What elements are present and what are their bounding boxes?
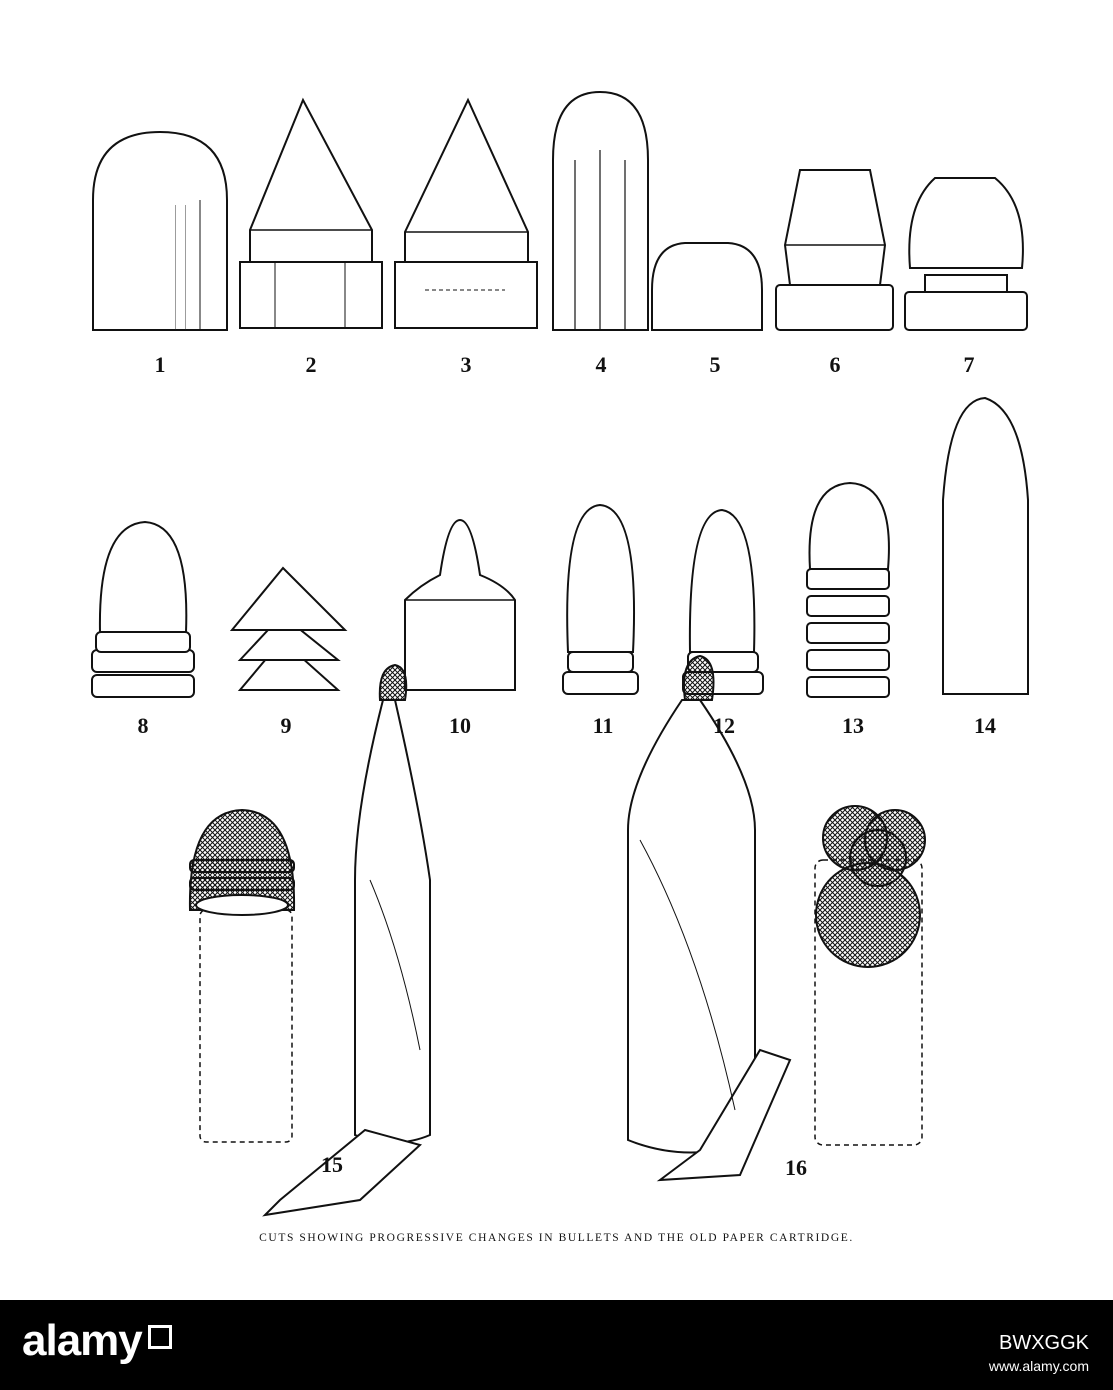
- bullet-8: [92, 522, 194, 697]
- label-4: 4: [595, 352, 607, 377]
- bullet-6: [776, 170, 893, 330]
- bullet-13: [807, 483, 889, 697]
- figure-caption: CUTS SHOWING PROGRESSIVE CHANGES IN BULLETS AND THE OLD PAPER CARTRIDGE.: [259, 1232, 854, 1244]
- bullet-10: [405, 520, 515, 690]
- alamy-logo: [22, 1316, 172, 1366]
- label-5: 5: [709, 352, 721, 377]
- bullet-14: [943, 398, 1028, 694]
- alamy-logo-text: alamy: [22, 1316, 142, 1365]
- label-14: 14: [974, 713, 996, 738]
- label-1: 1: [154, 352, 166, 377]
- bullet-2: [240, 100, 382, 328]
- paper-cartridge-16: [628, 656, 790, 1180]
- label-7: 7: [963, 352, 975, 377]
- bullet-15: [190, 810, 294, 1142]
- bullet-5: [652, 243, 762, 330]
- buckshot-16: [815, 806, 925, 1145]
- bullet-4: [553, 92, 648, 330]
- bullet-7: [905, 178, 1027, 330]
- label-12: 12: [713, 713, 735, 738]
- label-8: 8: [137, 713, 149, 738]
- label-3: 3: [460, 352, 472, 377]
- bullet-9: [232, 568, 345, 690]
- logo-square-icon: [148, 1325, 172, 1349]
- label-16: 16: [785, 1155, 807, 1180]
- label-9: 9: [280, 713, 292, 738]
- label-13: 13: [842, 713, 864, 738]
- watermark-bar: [0, 1300, 1113, 1390]
- label-6: 6: [829, 352, 841, 377]
- site-url: www.alamy.com: [988, 1358, 1089, 1374]
- label-15: 15: [321, 1152, 343, 1177]
- bullet-11: [563, 505, 638, 694]
- bullet-1: [93, 132, 227, 330]
- image-id: BWXGGK: [998, 1332, 1089, 1354]
- label-2: 2: [305, 352, 317, 377]
- bullet-3: [395, 100, 537, 328]
- label-11: 11: [592, 713, 614, 738]
- label-10: 10: [449, 713, 471, 738]
